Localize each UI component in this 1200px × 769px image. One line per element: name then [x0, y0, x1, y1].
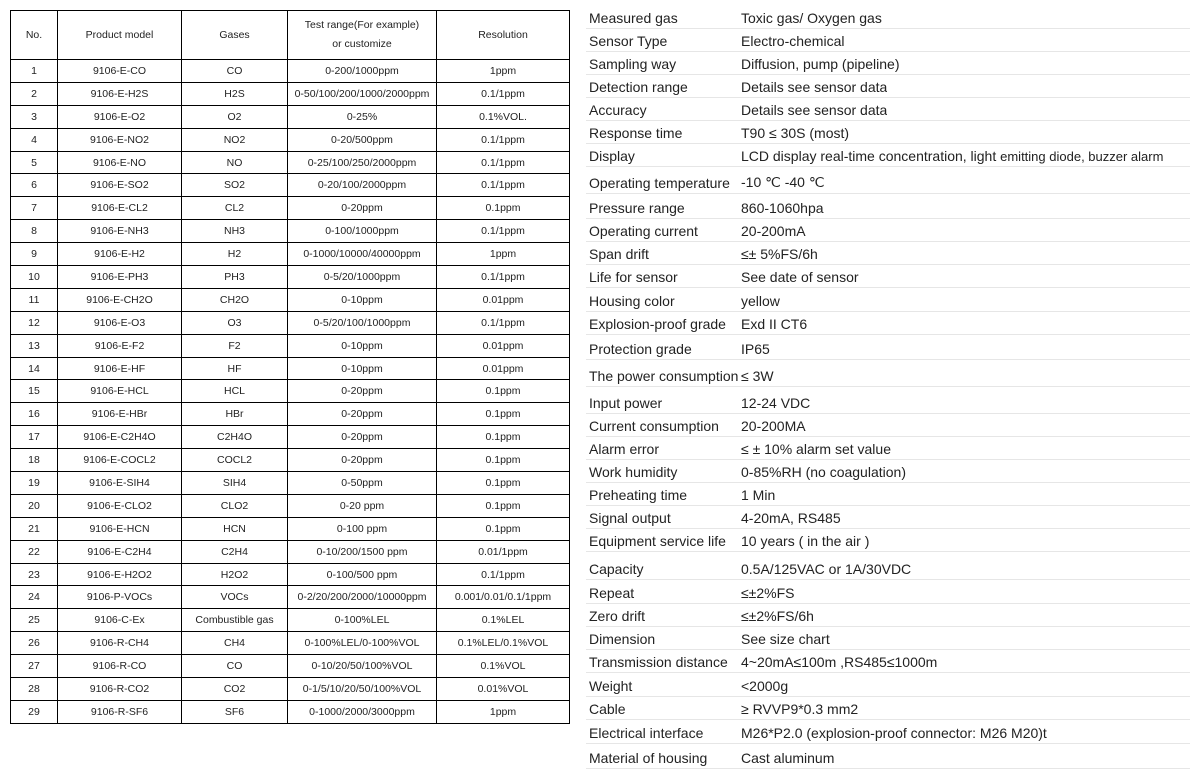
table-row — [11, 449, 570, 472]
cell-gas: SIH4 — [182, 472, 288, 495]
cell-model: 9106-E-PH3 — [58, 266, 182, 289]
cell-gas: HBr — [182, 403, 288, 426]
cell-resolution: 0.1ppm — [437, 517, 570, 540]
cell-no: 22 — [11, 540, 58, 563]
spec-label: Signal output — [589, 510, 671, 526]
spec-value: 860-1060hpa — [741, 200, 824, 216]
spec-row — [586, 673, 1190, 697]
cell-resolution: 0.1ppm — [437, 449, 570, 472]
spec-label: Transmission distance — [589, 654, 728, 670]
table-row — [11, 334, 570, 357]
spec-row — [586, 650, 1190, 673]
cell-model: 9106-E-NO — [58, 151, 182, 174]
cell-gas: NO — [182, 151, 288, 174]
cell-resolution: 0.001/0.01/0.1/1ppm — [437, 586, 570, 609]
spec-row — [586, 552, 1190, 580]
cell-no: 21 — [11, 517, 58, 540]
cell-gas: SO2 — [182, 174, 288, 197]
table-row — [11, 266, 570, 289]
cell-model: 9106-C-Ex — [58, 609, 182, 632]
cell-resolution: 0.1ppm — [437, 426, 570, 449]
spec-label: Repeat — [589, 585, 635, 601]
cell-gas: COCL2 — [182, 449, 288, 472]
cell-gas: O2 — [182, 105, 288, 128]
cell-model: 9106-E-SIH4 — [58, 472, 182, 495]
spec-value: Exd II CT6 — [741, 316, 808, 332]
cell-range: 0-20ppm — [288, 197, 437, 220]
spec-label: Weight — [589, 678, 633, 694]
cell-model: 9106-R-CO2 — [58, 678, 182, 701]
spec-value: Details see sensor data — [741, 79, 888, 95]
spec-label: Material of housing — [589, 750, 708, 766]
cell-range: 0-50ppm — [288, 472, 437, 495]
cell-gas: PH3 — [182, 266, 288, 289]
table-row — [11, 563, 570, 586]
cell-no: 13 — [11, 334, 58, 357]
cell-resolution: 0.1ppm — [437, 403, 570, 426]
display-value-main: LCD display real-time concentration, light — [741, 148, 997, 164]
cell-range: 0-50/100/200/1000/2000ppm — [288, 82, 437, 105]
cell-gas: O3 — [182, 311, 288, 334]
cell-no: 26 — [11, 632, 58, 655]
spec-row — [586, 52, 1190, 75]
spec-row — [586, 697, 1190, 720]
spec-label: Capacity — [589, 561, 644, 577]
header-no: No. — [11, 11, 58, 60]
table-row — [11, 197, 570, 220]
spec-row — [586, 219, 1190, 242]
spec-row — [586, 460, 1190, 483]
cell-resolution: 0.01/1ppm — [437, 540, 570, 563]
cell-model: 9106-E-HCN — [58, 517, 182, 540]
cell-range: 0-20ppm — [288, 426, 437, 449]
spec-label: Life for sensor — [589, 269, 678, 285]
spec-row — [586, 242, 1190, 265]
header-test-range-line2: or customize — [332, 38, 392, 50]
cell-range: 0-1/5/10/20/50/100%VOL — [288, 678, 437, 701]
cell-resolution: 0.1%VOL. — [437, 105, 570, 128]
spec-row — [586, 265, 1190, 288]
spec-label: Preheating time — [589, 487, 688, 503]
cell-resolution: 0.1/1ppm — [437, 311, 570, 334]
cell-range: 0-25/100/250/2000ppm — [288, 151, 437, 174]
spec-value: See size chart — [741, 631, 830, 647]
spec-value: 20-200MA — [741, 418, 806, 434]
cell-model: 9106-R-CH4 — [58, 632, 182, 655]
cell-no: 17 — [11, 426, 58, 449]
cell-model: 9106-E-CO — [58, 60, 182, 83]
table-row — [11, 678, 570, 701]
spec-value: 12-24 VDC — [741, 395, 811, 411]
spec-label: Work humidity — [589, 464, 678, 480]
spec-label: Cable — [589, 701, 626, 717]
spec-row — [586, 483, 1190, 506]
cell-range: 0-20ppm — [288, 449, 437, 472]
table-row — [11, 426, 570, 449]
spec-row — [586, 506, 1190, 529]
cell-gas: CLO2 — [182, 494, 288, 517]
spec-row — [586, 387, 1190, 414]
cell-model: 9106-E-C2H4 — [58, 540, 182, 563]
table-row — [11, 472, 570, 495]
cell-range: 0-1000/2000/3000ppm — [288, 700, 437, 723]
table-row — [11, 288, 570, 311]
cell-model: 9106-E-O2 — [58, 105, 182, 128]
cell-range: 0-100/1000ppm — [288, 220, 437, 243]
cell-resolution: 1ppm — [437, 700, 570, 723]
cell-range: 0-10ppm — [288, 288, 437, 311]
header-resolution: Resolution — [437, 11, 570, 60]
cell-resolution: 0.1%LEL — [437, 609, 570, 632]
table-row — [11, 517, 570, 540]
table-row — [11, 357, 570, 380]
spec-label: Sampling way — [589, 56, 677, 72]
spec-row — [586, 335, 1190, 360]
cell-range: 0-1000/10000/40000ppm — [288, 243, 437, 266]
cell-no: 29 — [11, 700, 58, 723]
cell-range: 0-25% — [288, 105, 437, 128]
gas-product-table — [10, 10, 570, 724]
table-row — [11, 151, 570, 174]
cell-no: 14 — [11, 357, 58, 380]
spec-label: Display — [589, 148, 635, 164]
cell-range: 0-5/20/1000ppm — [288, 266, 437, 289]
cell-range: 0-200/1000ppm — [288, 60, 437, 83]
cell-range: 0-20/500ppm — [288, 128, 437, 151]
cell-gas: C2H4O — [182, 426, 288, 449]
spec-row — [586, 720, 1190, 744]
cell-gas: H2 — [182, 243, 288, 266]
cell-resolution: 0.1/1ppm — [437, 563, 570, 586]
spec-label: Input power — [589, 395, 663, 411]
spec-label: Alarm error — [589, 441, 660, 457]
cell-model: 9106-E-NH3 — [58, 220, 182, 243]
table-row — [11, 243, 570, 266]
cell-no: 4 — [11, 128, 58, 151]
cell-model: 9106-E-H2O2 — [58, 563, 182, 586]
cell-gas: C2H4 — [182, 540, 288, 563]
spec-row — [586, 29, 1190, 52]
spec-value: T90 ≤ 30S (most) — [741, 125, 850, 141]
cell-range: 0-20 ppm — [288, 494, 437, 517]
table-row — [11, 311, 570, 334]
spec-row — [586, 529, 1190, 552]
cell-gas: HCN — [182, 517, 288, 540]
cell-model: 9106-E-H2S — [58, 82, 182, 105]
table-row — [11, 105, 570, 128]
spec-value: M26*P2.0 (explosion-proof connector: M26 M20)t — [741, 725, 1047, 741]
cell-resolution: 0.1ppm — [437, 197, 570, 220]
cell-gas: CL2 — [182, 197, 288, 220]
table-row — [11, 655, 570, 678]
cell-gas: CH2O — [182, 288, 288, 311]
cell-no: 8 — [11, 220, 58, 243]
cell-model: 9106-E-CH2O — [58, 288, 182, 311]
table-row — [11, 174, 570, 197]
cell-resolution: 0.1/1ppm — [437, 128, 570, 151]
spec-label: Operating temperature — [589, 175, 730, 191]
cell-resolution: 1ppm — [437, 243, 570, 266]
spec-value: ≤ 3W — [741, 368, 774, 384]
cell-resolution: 0.01ppm — [437, 357, 570, 380]
table-row — [11, 60, 570, 83]
spec-value: 0-85%RH (no coagulation) — [741, 464, 906, 480]
spec-label: Span drift — [589, 246, 649, 262]
cell-no: 27 — [11, 655, 58, 678]
table-row — [11, 609, 570, 632]
cell-gas: SF6 — [182, 700, 288, 723]
cell-range: 0-20ppm — [288, 403, 437, 426]
cell-gas: H2O2 — [182, 563, 288, 586]
cell-resolution: 0.1ppm — [437, 494, 570, 517]
cell-resolution: 0.1/1ppm — [437, 266, 570, 289]
spec-row — [586, 98, 1190, 121]
spec-row — [586, 360, 1190, 387]
cell-model: 9106-E-HF — [58, 357, 182, 380]
spec-value: 20-200mA — [741, 223, 806, 239]
spec-value: yellow — [741, 293, 780, 309]
header-test-range-line1: Test range(For example) — [304, 19, 420, 31]
spec-label: The power consumption — [589, 368, 739, 384]
cell-no: 24 — [11, 586, 58, 609]
cell-no: 20 — [11, 494, 58, 517]
cell-model: 9106-E-SO2 — [58, 174, 182, 197]
cell-model: 9106-E-O3 — [58, 311, 182, 334]
cell-range: 0-100%LEL/0-100%VOL — [288, 632, 437, 655]
cell-resolution: 0.1/1ppm — [437, 220, 570, 243]
spec-label: Zero drift — [589, 608, 646, 624]
spec-row — [586, 194, 1190, 219]
cell-no: 10 — [11, 266, 58, 289]
table-row — [11, 700, 570, 723]
spec-value: 4~20mA≤100m ,RS485≤1000m — [741, 654, 938, 670]
spec-row — [586, 414, 1190, 437]
cell-no: 19 — [11, 472, 58, 495]
cell-no: 6 — [11, 174, 58, 197]
cell-model: 9106-E-HBr — [58, 403, 182, 426]
cell-model: 9106-E-COCL2 — [58, 449, 182, 472]
cell-range: 0-5/20/100/1000ppm — [288, 311, 437, 334]
cell-range: 0-10/200/1500 ppm — [288, 540, 437, 563]
spec-row — [586, 627, 1190, 650]
cell-resolution: 0.1/1ppm — [437, 174, 570, 197]
spec-value: 10 years ( in the air ) — [741, 533, 870, 549]
spec-label: Operating current — [589, 223, 698, 239]
spec-value: ≤±2%FS/6h — [741, 608, 814, 624]
header-product-model: Product model — [58, 11, 182, 60]
spec-value: IP65 — [741, 341, 770, 357]
spec-row — [586, 75, 1190, 98]
cell-model: 9106-P-VOCs — [58, 586, 182, 609]
spec-value: Diffusion, pump (pipeline) — [741, 56, 900, 72]
table-row — [11, 128, 570, 151]
spec-row — [586, 437, 1190, 460]
cell-gas: NO2 — [182, 128, 288, 151]
table-row — [11, 540, 570, 563]
header-gases: Gases — [182, 11, 288, 60]
spec-row — [586, 6, 1190, 29]
cell-resolution: 0.1/1ppm — [437, 82, 570, 105]
cell-range: 0-2/20/200/2000/10000ppm — [288, 586, 437, 609]
spec-value: Toxic gas/ Oxygen gas — [741, 10, 882, 26]
cell-gas: CH4 — [182, 632, 288, 655]
cell-range: 0-10/20/50/100%VOL — [288, 655, 437, 678]
cell-no: 18 — [11, 449, 58, 472]
cell-resolution: 0.1ppm — [437, 472, 570, 495]
spec-label: Response time — [589, 125, 683, 141]
cell-gas: CO — [182, 60, 288, 83]
cell-no: 25 — [11, 609, 58, 632]
cell-range: 0-20ppm — [288, 380, 437, 403]
cell-resolution: 0.01ppm — [437, 334, 570, 357]
spec-label: Measured gas — [589, 10, 678, 26]
cell-model: 9106-E-NO2 — [58, 128, 182, 151]
cell-resolution: 1ppm — [437, 60, 570, 83]
spec-label: Housing color — [589, 293, 675, 309]
cell-model: 9106-E-H2 — [58, 243, 182, 266]
table-row — [11, 82, 570, 105]
spec-row — [586, 604, 1190, 627]
display-value-tail: emitting diode, buzzer alarm — [1000, 149, 1164, 164]
spec-row — [586, 744, 1190, 769]
spec-row — [586, 144, 1190, 167]
spec-row — [586, 312, 1190, 335]
cell-range: 0-10ppm — [288, 334, 437, 357]
spec-value: Cast aluminum — [741, 750, 835, 766]
spec-label: Protection grade — [589, 341, 692, 357]
cell-no: 3 — [11, 105, 58, 128]
cell-range: 0-100%LEL — [288, 609, 437, 632]
cell-gas: HCL — [182, 380, 288, 403]
spec-label: Detection range — [589, 79, 688, 95]
spec-value — [741, 148, 1163, 166]
cell-gas: Combustible gas — [182, 609, 288, 632]
spec-row — [586, 167, 1190, 194]
cell-resolution: 0.01%VOL — [437, 678, 570, 701]
cell-range: 0-20/100/2000ppm — [288, 174, 437, 197]
cell-no: 9 — [11, 243, 58, 266]
cell-no: 5 — [11, 151, 58, 174]
table-row — [11, 403, 570, 426]
cell-gas: CO2 — [182, 678, 288, 701]
spec-value: <2000g — [741, 678, 789, 694]
spec-value: 1 Min — [741, 487, 776, 503]
spec-label: Electrical interface — [589, 725, 704, 741]
spec-label: Dimension — [589, 631, 656, 647]
cell-range: 0-10ppm — [288, 357, 437, 380]
cell-no: 2 — [11, 82, 58, 105]
cell-no: 12 — [11, 311, 58, 334]
cell-no: 1 — [11, 60, 58, 83]
cell-model: 9106-E-F2 — [58, 334, 182, 357]
spec-value: 0.5A/125VAC or 1A/30VDC — [741, 561, 912, 577]
cell-model: 9106-E-CL2 — [58, 197, 182, 220]
cell-model: 9106-R-SF6 — [58, 700, 182, 723]
cell-model: 9106-R-CO — [58, 655, 182, 678]
cell-gas: NH3 — [182, 220, 288, 243]
cell-model: 9106-E-HCL — [58, 380, 182, 403]
cell-gas: CO — [182, 655, 288, 678]
table-header-row — [11, 11, 570, 60]
table-row — [11, 380, 570, 403]
header-test-range — [288, 11, 437, 60]
spec-value: ≤ ± 10% alarm set value — [741, 441, 891, 457]
cell-no: 28 — [11, 678, 58, 701]
cell-resolution: 0.1%VOL — [437, 655, 570, 678]
cell-no: 15 — [11, 380, 58, 403]
spec-label: Accuracy — [589, 102, 647, 118]
spec-value: ≤±2%FS — [741, 585, 795, 601]
cell-resolution: 0.01ppm — [437, 288, 570, 311]
table-row — [11, 586, 570, 609]
spec-value: -10 ℃ -40 ℃ — [741, 174, 825, 190]
cell-resolution: 0.1ppm — [437, 380, 570, 403]
cell-range: 0-100/500 ppm — [288, 563, 437, 586]
cell-no: 23 — [11, 563, 58, 586]
spec-value: 4-20mA, RS485 — [741, 510, 841, 526]
cell-model: 9106-E-CLO2 — [58, 494, 182, 517]
spec-label: Current consumption — [589, 418, 719, 434]
cell-no: 7 — [11, 197, 58, 220]
spec-label: Pressure range — [589, 200, 685, 216]
cell-gas: F2 — [182, 334, 288, 357]
table-row — [11, 494, 570, 517]
cell-gas: H2S — [182, 82, 288, 105]
cell-gas: VOCs — [182, 586, 288, 609]
spec-value: Details see sensor data — [741, 102, 888, 118]
spec-label: Explosion-proof grade — [589, 316, 726, 332]
spec-row — [586, 580, 1190, 604]
spec-table — [586, 6, 1190, 769]
cell-model: 9106-E-C2H4O — [58, 426, 182, 449]
cell-resolution: 0.1%LEL/0.1%VOL — [437, 632, 570, 655]
spec-value: See date of sensor — [741, 269, 859, 285]
spec-row — [586, 121, 1190, 144]
spec-value: ≥ RVVP9*0.3 mm2 — [741, 701, 859, 717]
cell-no: 16 — [11, 403, 58, 426]
spec-value: ≤± 5%FS/6h — [741, 246, 818, 262]
cell-resolution: 0.1/1ppm — [437, 151, 570, 174]
spec-label: Equipment service life — [589, 533, 726, 549]
spec-label: Sensor Type — [589, 33, 668, 49]
table-row — [11, 220, 570, 243]
cell-gas: HF — [182, 357, 288, 380]
cell-range: 0-100 ppm — [288, 517, 437, 540]
spec-row — [586, 288, 1190, 312]
cell-no: 11 — [11, 288, 58, 311]
spec-value: Electro-chemical — [741, 33, 845, 49]
table-row — [11, 632, 570, 655]
